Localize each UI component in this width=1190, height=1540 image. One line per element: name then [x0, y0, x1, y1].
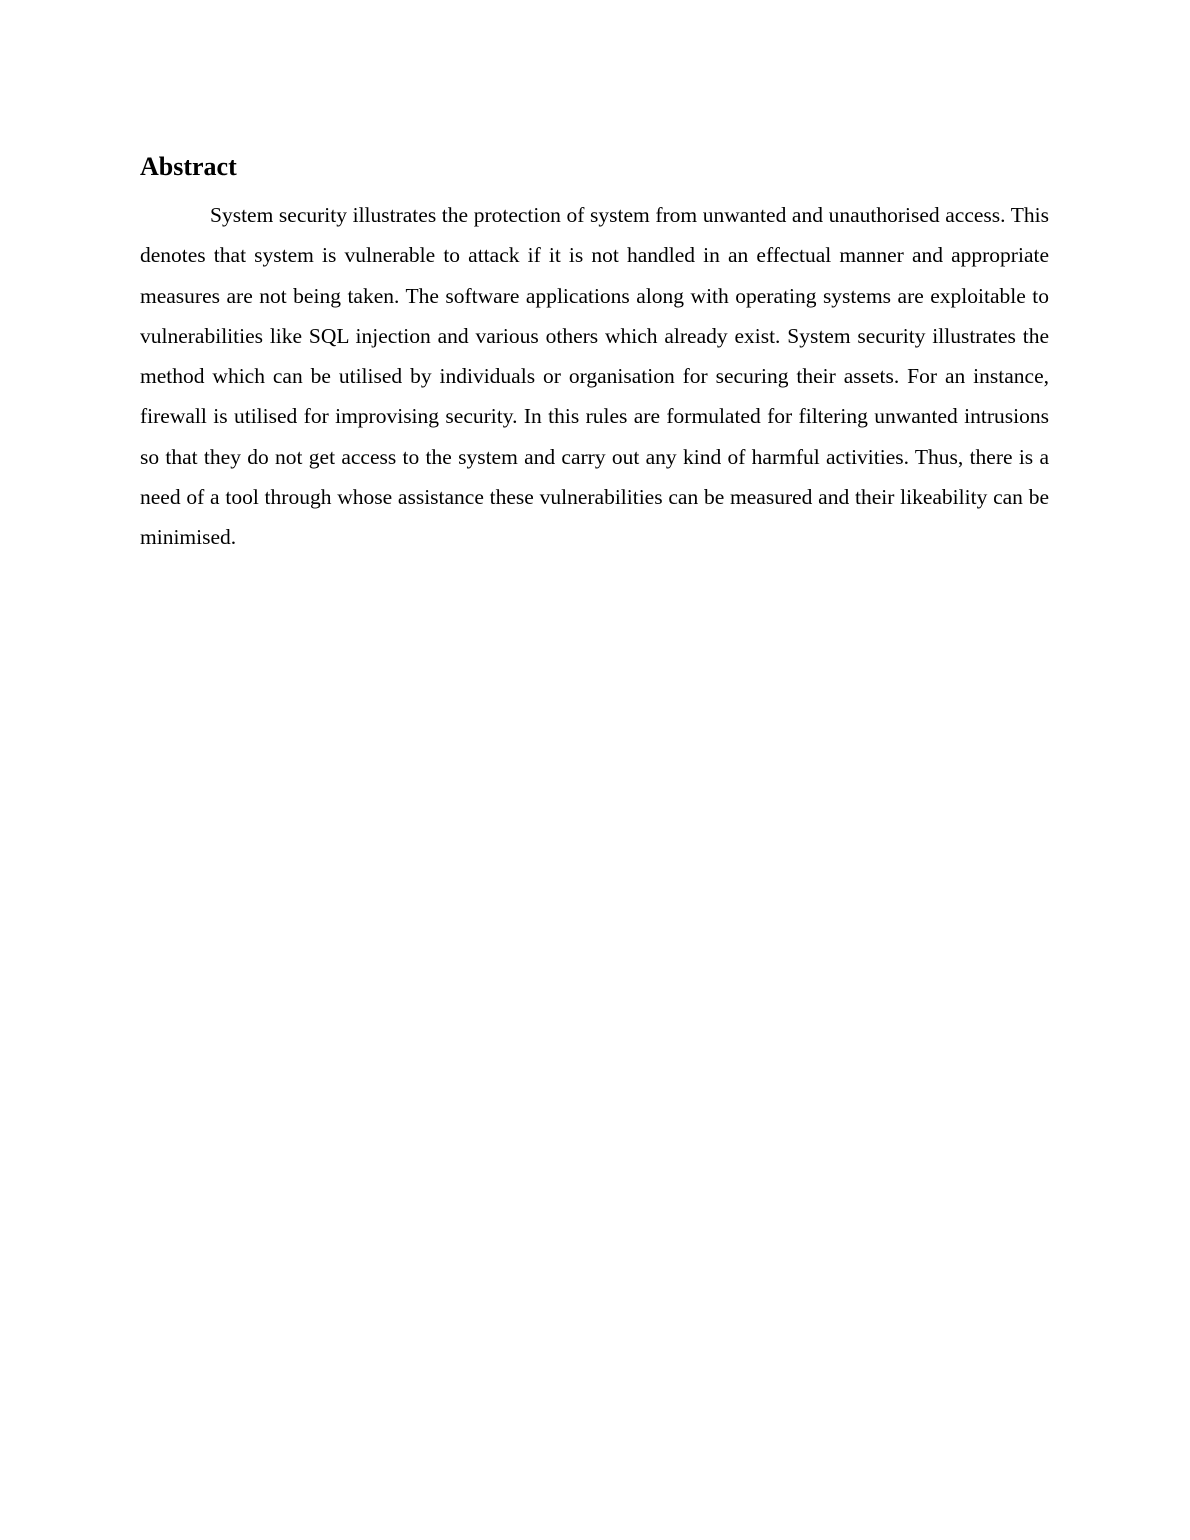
page-content [140, 150, 1049, 557]
section-heading: Abstract [140, 152, 237, 181]
abstract-paragraph: System security illustrates the protection of system from unwanted and unauthorised access. This denotes that system is vulnerable to attack if it is not handled in an effectual manner and appropriate measures are not being taken. The software applications along with operating systems are exploitable to vulnerabilities like SQL injection and various others which already exist. System security illustrates the method which can be utilised by individuals or organisation for securing their assets. For an instance, firewall is utilised for improvising security. In this rules are formulated for filtering unwanted intrusions so that they do not get access to the system and carry out any kind of harmful activities. Thus, there is a need of a tool through whose assistance these vulnerabilities can be measured and their likeability can be minimised. [140, 203, 1049, 549]
